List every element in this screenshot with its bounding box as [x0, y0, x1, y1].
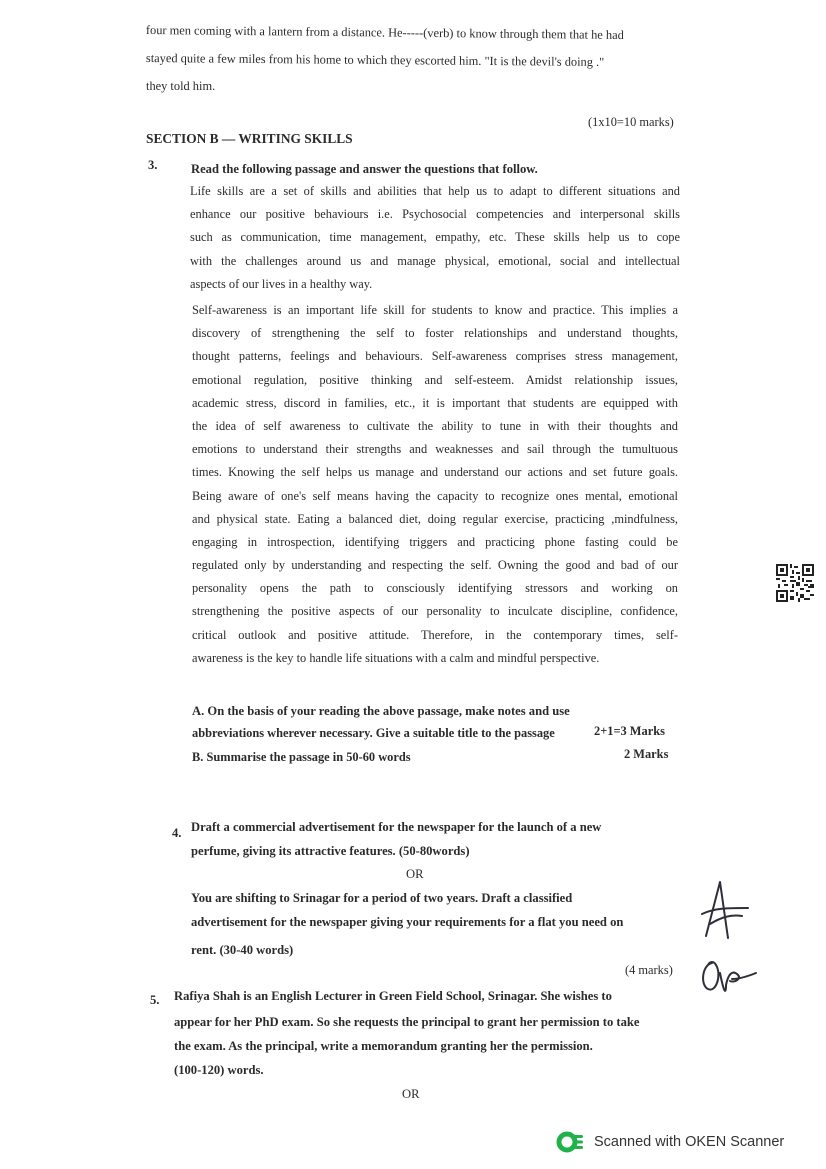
qr-code-icon: [776, 564, 814, 602]
passage-line: aspects of our lives in a healthy way.: [190, 276, 373, 291]
q3-part-b: B. Summarise the passage in 50-60 words: [192, 750, 411, 764]
passage-line: Life skills are a set of skills and abilities that help us to adapt to different situations and: [190, 184, 680, 198]
initials-mark: [698, 955, 760, 997]
q3-passage-paragraph-1: [190, 180, 680, 296]
passage-line: such as communication, time management, empathy, etc. These skills help us to cope: [190, 230, 680, 245]
passage-line: thought patterns, feelings and behaviours. Self-awareness comprises stress management,: [192, 349, 678, 364]
passage-line: critical outlook and positive attitude. Therefore, in the contemporary times, self-: [192, 627, 678, 642]
section-b-title: SECTION B — WRITING SKILLS: [146, 131, 353, 146]
passage-line: times. Knowing the self helps us manage and understand our actions and set future goals.: [192, 465, 678, 480]
q3-part-a-line-2: abbreviations wherever necessary. Give a suitable title to the passage: [192, 726, 555, 740]
passage-line: the idea of self awareness to cultivate the ability to tune in with their thoughts and: [192, 418, 678, 433]
q4-alt-line-3: rent. (30-40 words): [191, 943, 294, 957]
passage-line: awareness is the key to handle life situations with a calm and mindful perspective.: [192, 650, 600, 665]
signature-mark: [698, 878, 754, 948]
passage-line: emotions to understand their strengths and weaknesses and sail through the tumultuous: [192, 442, 678, 457]
q3-instruction: Read the following passage and answer the questions that follow.: [191, 162, 538, 176]
q4-line-1: Draft a commercial advertisement for the newspaper for the launch of a new: [191, 820, 602, 834]
q5-line-1: Rafiya Shah is an English Lecturer in Green Field School, Srinagar. She wishes to: [174, 989, 612, 1003]
q3-part-a-marks: 2+1=3 Marks: [594, 724, 665, 738]
passage-line: with the challenges around us and manage physical, emotional, social and intellectual: [190, 253, 680, 268]
q5-line-4: (100-120) words.: [174, 1063, 264, 1077]
passage-line: strengthening the positive aspects of our personality to inculcate discipline, confidence,: [192, 604, 678, 619]
passage-line: Self-awareness is an important life skill for students to know and practice. This implies a: [192, 303, 678, 317]
top-text-line-1: four men coming with a lantern from a distance. He-----(verb) to know through them that he had: [145, 22, 624, 43]
q4-line-2: perfume, giving its attractive features. (50-80words): [191, 844, 470, 858]
q3-part-a-line-1: A. On the basis of your reading the above passage, make notes and use: [192, 704, 570, 718]
q5-line-2: appear for her PhD exam. So she requests the principal to grant her permission to take: [174, 1015, 640, 1029]
q4-marks: (4 marks): [625, 963, 673, 977]
q5-or: OR: [402, 1087, 420, 1101]
q5-number: 5.: [150, 993, 160, 1007]
passage-line: enhance our positive behaviours i.e. Psychosocial competencies and interpersonal skills: [190, 207, 680, 222]
q4-or: OR: [406, 867, 424, 881]
oken-scanner-logo-icon: [556, 1131, 584, 1153]
passage-line: emotional regulation, positive thinking and self-esteem. Amidst relationship issues,: [192, 372, 678, 387]
scanner-footer: [556, 1130, 784, 1154]
passage-line: engaging in introspection, identifying triggers and practicing phone fasting could be: [192, 534, 678, 549]
q3-number: 3.: [148, 158, 158, 172]
q4-alt-line-2: advertisement for the newspaper giving your requirements for a flat you need on: [191, 915, 624, 929]
top-text-line-3: they told him.: [146, 79, 216, 93]
q4-number: 4.: [172, 826, 182, 840]
passage-line: Being aware of one's self means having the capacity to recognize ones mental, emotional: [192, 488, 678, 503]
section-a-marks: (1x10=10 marks): [588, 115, 674, 129]
passage-line: regulated only by understanding and respecting the self. Owning the good and bad of our: [192, 558, 678, 573]
passage-line: and physical state. Eating a balanced diet, doing regular exercise, practicing ,mindfulness,: [192, 511, 678, 526]
passage-line: academic stress, discord in families, etc., it is important that students are equipped with: [192, 395, 678, 410]
passage-line: discovery of strengthening the self to foster relationships and understand thoughts,: [192, 326, 678, 341]
q3-passage-paragraph-2: [192, 299, 678, 670]
passage-line: personality opens the path to consciously identifying stressors and working on: [192, 581, 678, 596]
q4-alt-line-1: You are shifting to Srinagar for a period of two years. Draft a classified: [191, 891, 573, 905]
scanner-footer-text: Scanned with OKEN Scanner: [594, 1134, 785, 1150]
top-text-line-2: stayed quite a few miles from his home to which they escorted him. "It is the devil's doing .": [145, 50, 605, 69]
q3-part-b-marks: 2 Marks: [624, 747, 669, 761]
q5-line-3: the exam. As the principal, write a memorandum granting her the permission.: [174, 1039, 593, 1053]
